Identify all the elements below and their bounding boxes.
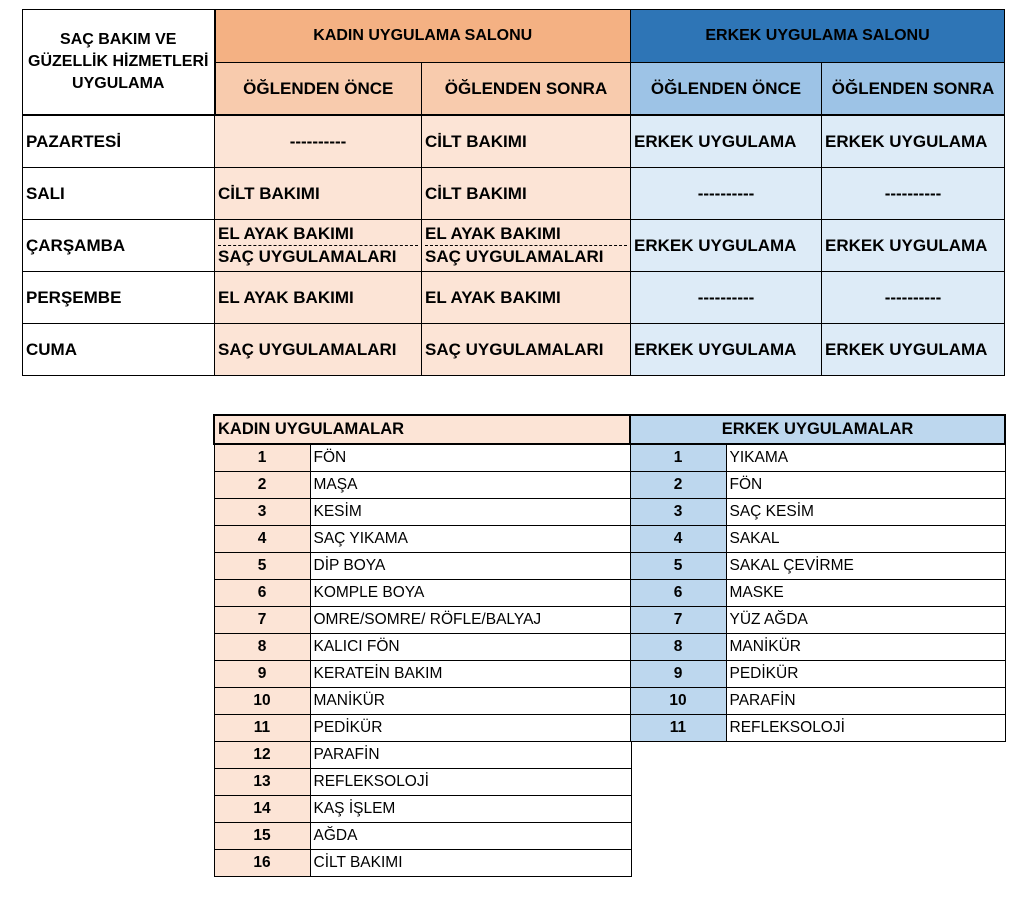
item-name: AĞDA	[310, 823, 631, 850]
item-name: DİP BOYA	[310, 553, 631, 580]
item-number: 10	[630, 688, 726, 715]
day-label: ÇARŞAMBA	[23, 220, 215, 272]
list-item	[214, 661, 631, 688]
erkek-once-cell: ERKEK UYGULAMA	[631, 324, 822, 376]
list-item	[214, 769, 631, 796]
item-name: SAKAL ÇEVİRME	[726, 553, 1005, 580]
erkek-sonra-header: ÖĞLENDEN SONRA	[822, 63, 1005, 116]
kadin-sonra-cell: CİLT BAKIMI	[422, 168, 631, 220]
schedule-row-persembe	[23, 272, 1005, 324]
erkek-salon-header: ERKEK UYGULAMA SALONU	[631, 10, 1005, 63]
kadin-list-title: KADIN UYGULAMALAR	[214, 415, 631, 444]
item-number: 5	[630, 553, 726, 580]
list-item	[214, 796, 631, 823]
schedule-row-pazartesi	[23, 115, 1005, 168]
item-name: KESİM	[310, 499, 631, 526]
erkek-uygulamalar-list	[629, 414, 1006, 742]
item-number: 3	[214, 499, 310, 526]
item-number: 4	[630, 526, 726, 553]
kadin-sonra-cell	[422, 220, 631, 272]
kadin-sonra-cell: EL AYAK BAKIMI	[422, 272, 631, 324]
cell-line: SAÇ UYGULAMALARI	[218, 247, 397, 266]
list-item	[630, 688, 1005, 715]
list-item	[630, 526, 1005, 553]
item-name: MANİKÜR	[310, 688, 631, 715]
list-item	[214, 444, 631, 472]
item-name: MAŞA	[310, 472, 631, 499]
erkek-once-header: ÖĞLENDEN ÖNCE	[631, 63, 822, 116]
list-item	[214, 823, 631, 850]
item-number: 16	[214, 850, 310, 877]
item-number: 9	[214, 661, 310, 688]
item-number: 3	[630, 499, 726, 526]
item-name: PARAFİN	[310, 742, 631, 769]
item-name: KAŞ İŞLEM	[310, 796, 631, 823]
item-name: MASKE	[726, 580, 1005, 607]
schedule-table	[22, 9, 1005, 376]
erkek-once-cell: ----------	[631, 168, 822, 220]
erkek-sonra-cell: ERKEK UYGULAMA	[822, 324, 1005, 376]
item-number: 11	[214, 715, 310, 742]
kadin-once-header: ÖĞLENDEN ÖNCE	[215, 63, 422, 116]
item-name: SAÇ KESİM	[726, 499, 1005, 526]
erkek-once-cell: ERKEK UYGULAMA	[631, 220, 822, 272]
item-number: 1	[630, 444, 726, 472]
list-item	[214, 715, 631, 742]
list-item	[214, 526, 631, 553]
day-label: PERŞEMBE	[23, 272, 215, 324]
item-name: CİLT BAKIMI	[310, 850, 631, 877]
kadin-sonra-cell: CİLT BAKIMI	[422, 115, 631, 168]
item-number: 2	[214, 472, 310, 499]
item-number: 14	[214, 796, 310, 823]
item-number: 12	[214, 742, 310, 769]
item-name: KALICI FÖN	[310, 634, 631, 661]
kadin-once-cell: EL AYAK BAKIMI	[215, 272, 422, 324]
list-item	[214, 742, 631, 769]
cell-line: EL AYAK BAKIMI	[425, 223, 627, 246]
list-item	[630, 634, 1005, 661]
list-item	[214, 580, 631, 607]
item-number: 5	[214, 553, 310, 580]
item-number: 9	[630, 661, 726, 688]
list-item	[630, 444, 1005, 472]
item-number: 15	[214, 823, 310, 850]
list-item	[630, 472, 1005, 499]
list-item	[630, 715, 1005, 742]
kadin-once-cell: CİLT BAKIMI	[215, 168, 422, 220]
item-name: YÜZ AĞDA	[726, 607, 1005, 634]
item-name: PEDİKÜR	[726, 661, 1005, 688]
list-item	[214, 850, 631, 877]
item-name: SAÇ YIKAMA	[310, 526, 631, 553]
item-number: 13	[214, 769, 310, 796]
list-item	[630, 580, 1005, 607]
cell-line: SAÇ UYGULAMALARI	[425, 247, 604, 266]
list-item	[214, 607, 631, 634]
list-item	[630, 607, 1005, 634]
erkek-list-title: ERKEK UYGULAMALAR	[630, 415, 1005, 444]
item-name: OMRE/SOMRE/ RÖFLE/BALYAJ	[310, 607, 631, 634]
item-number: 11	[630, 715, 726, 742]
item-name: REFLEKSOLOJİ	[310, 769, 631, 796]
item-name: YIKAMA	[726, 444, 1005, 472]
item-number: 4	[214, 526, 310, 553]
erkek-once-cell: ----------	[631, 272, 822, 324]
item-number: 10	[214, 688, 310, 715]
list-item	[214, 499, 631, 526]
erkek-sonra-cell: ----------	[822, 272, 1005, 324]
day-label: SALI	[23, 168, 215, 220]
item-number: 7	[630, 607, 726, 634]
item-number: 6	[214, 580, 310, 607]
cell-line: EL AYAK BAKIMI	[218, 223, 418, 246]
kadin-salon-header: KADIN UYGULAMA SALONU	[215, 10, 631, 63]
list-item	[630, 499, 1005, 526]
erkek-sonra-cell: ERKEK UYGULAMA	[822, 220, 1005, 272]
schedule-row-sali	[23, 168, 1005, 220]
item-name: KOMPLE BOYA	[310, 580, 631, 607]
item-number: 8	[630, 634, 726, 661]
item-name: KERATEİN BAKIM	[310, 661, 631, 688]
schedule-row-carsamba	[23, 220, 1005, 272]
item-number: 2	[630, 472, 726, 499]
item-name: REFLEKSOLOJİ	[726, 715, 1005, 742]
item-name: SAKAL	[726, 526, 1005, 553]
item-number: 6	[630, 580, 726, 607]
item-name: PARAFİN	[726, 688, 1005, 715]
schedule-corner-title: SAÇ BAKIM VE GÜZELLİK HİZMETLERİ UYGULAMA	[23, 10, 215, 116]
kadin-once-cell: SAÇ UYGULAMALARI	[215, 324, 422, 376]
kadin-uygulamalar-list	[213, 414, 632, 877]
item-number: 7	[214, 607, 310, 634]
schedule-row-cuma	[23, 324, 1005, 376]
kadin-once-cell	[215, 220, 422, 272]
list-item	[630, 661, 1005, 688]
kadin-sonra-header: ÖĞLENDEN SONRA	[422, 63, 631, 116]
kadin-sonra-cell: SAÇ UYGULAMALARI	[422, 324, 631, 376]
item-number: 8	[214, 634, 310, 661]
item-name: MANİKÜR	[726, 634, 1005, 661]
item-name: FÖN	[726, 472, 1005, 499]
item-name: PEDİKÜR	[310, 715, 631, 742]
list-item	[214, 688, 631, 715]
erkek-sonra-cell: ----------	[822, 168, 1005, 220]
list-item	[214, 553, 631, 580]
erkek-sonra-cell: ERKEK UYGULAMA	[822, 115, 1005, 168]
kadin-once-cell: ----------	[215, 115, 422, 168]
list-item	[630, 553, 1005, 580]
day-label: CUMA	[23, 324, 215, 376]
erkek-once-cell: ERKEK UYGULAMA	[631, 115, 822, 168]
list-item	[214, 634, 631, 661]
item-number: 1	[214, 444, 310, 472]
list-item	[214, 472, 631, 499]
item-name: FÖN	[310, 444, 631, 472]
day-label: PAZARTESİ	[23, 115, 215, 168]
